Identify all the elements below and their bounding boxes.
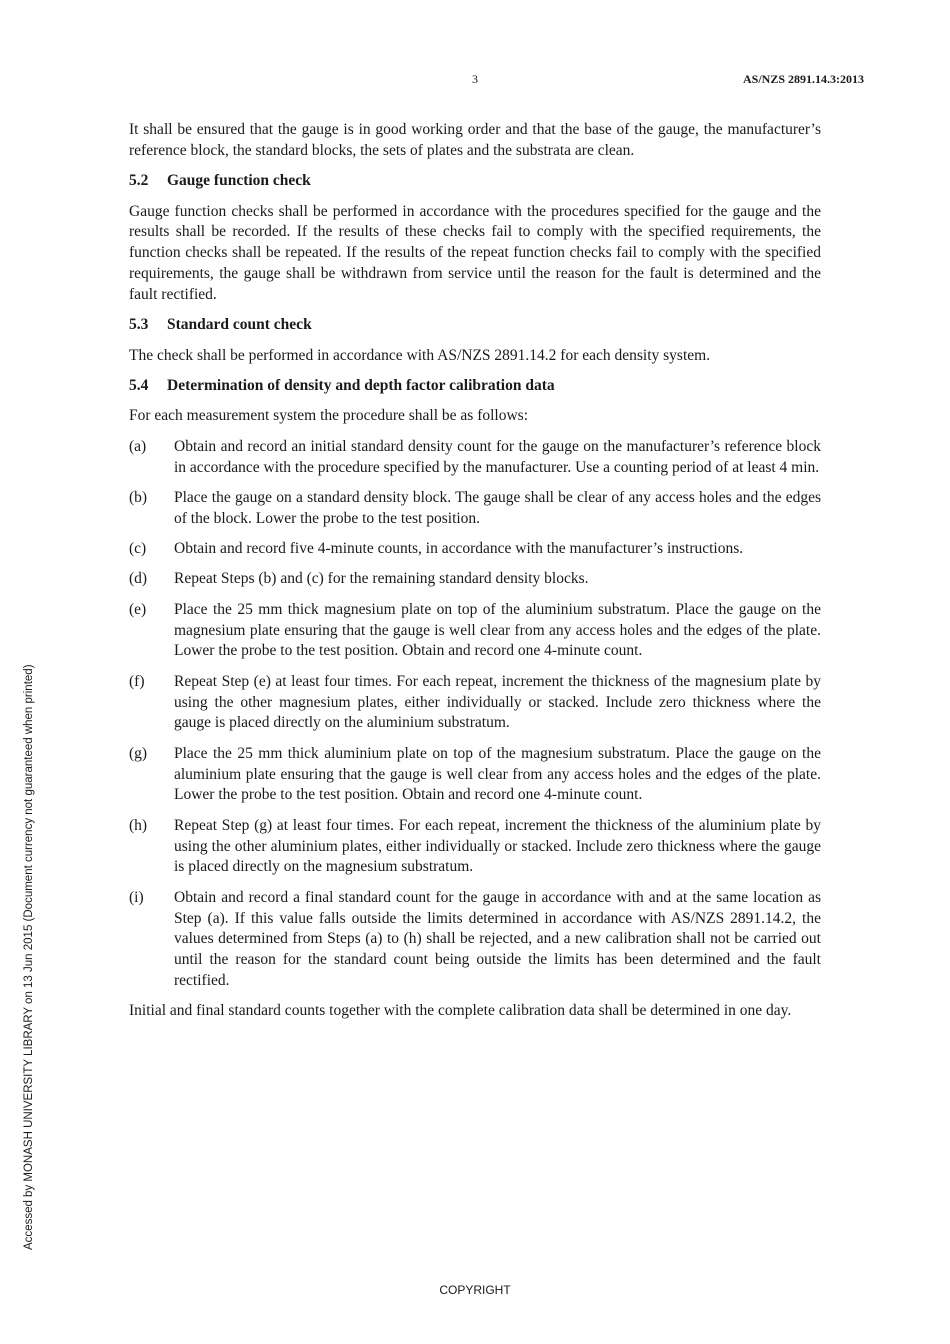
step-label: (d) <box>129 570 148 588</box>
document-body <box>129 120 821 1032</box>
intro-paragraph: It shall be ensured that the gauge is in good working order and that the base of the gauge, the manufacturer’s reference block, the standard blocks, the sets of plates and the substrata are clean. <box>129 121 821 159</box>
step-text: Repeat Step (e) at least four times. For each repeat, increment the thickness of the magnesium plate by using the other magnesium plates, either individually or stacked. Include zero thickness where the gauge is placed directly on the aluminium substratum. <box>174 672 821 732</box>
step-label: (e) <box>129 600 147 618</box>
step-text: Place the gauge on a standard density block. The gauge shall be clear of any access holes and the edges of the block. Lower the probe to the test position. <box>174 488 821 527</box>
step-text: Obtain and record a final standard count for the gauge in accordance with and at the same location as Step (a). If this value falls outside the limits determined in accordance with AS/NZS 2891.14.2, the values determined from Steps (a) to (h) shall be rejected, and a new calibration shall not be carried out until the reason for the standard count being outside the limits has been determined and the fault rectified. <box>174 888 821 989</box>
step-label: (c) <box>129 540 147 558</box>
step-label: (f) <box>129 672 145 690</box>
procedure-steps-list <box>129 437 821 992</box>
procedure-step <box>129 744 821 806</box>
page-number: 3 <box>472 72 478 86</box>
standard-identifier: AS/NZS 2891.14.3:2013 <box>742 72 864 86</box>
copyright-footer: COPYRIGHT <box>439 1283 511 1297</box>
section-title: Determination of density and depth factor calibration data <box>167 376 555 394</box>
section-number: 5.4 <box>129 376 149 394</box>
procedure-step <box>129 672 821 734</box>
step-text: Place the 25 mm thick aluminium plate on top of the magnesium substratum. Place the gauge on the aluminium plate ensuring that the gauge is well clear from any access holes and the edges of the plate. Lower the probe to the test position. Obtain and record one 4-minute count. <box>174 744 821 804</box>
procedure-step <box>129 816 821 878</box>
step-label: (i) <box>129 888 144 906</box>
step-text: Place the 25 mm thick magnesium plate on top of the aluminium substratum. Place the gauge on the magnesium plate ensuring that the gauge is well clear from any access holes and the edges of the plate. Lower the probe to the test position. Obtain and record one 4-minute count. <box>174 600 821 660</box>
procedure-step <box>129 437 821 479</box>
section-title: Gauge function check <box>167 172 311 190</box>
section-5-4-closing: Initial and final standard counts together with the complete calibration data shall be determined in one day. <box>129 1002 792 1020</box>
section-heading-5-3 <box>129 315 821 336</box>
section-5-4-intro: For each measurement system the procedure shall be as follows: <box>129 407 529 425</box>
step-label: (a) <box>129 437 147 455</box>
step-label: (h) <box>129 816 148 834</box>
step-text: Obtain and record an initial standard density count for the gauge on the manufacturer’s reference block in accordance with the procedure specified by the manufacturer. Use a counting period of at least 4 min. <box>174 437 821 476</box>
procedure-step <box>129 569 821 590</box>
section-title: Standard count check <box>167 316 312 334</box>
section-number: 5.2 <box>129 172 149 190</box>
procedure-step <box>129 488 821 530</box>
procedure-step <box>129 600 821 662</box>
access-watermark: Accessed by MONASH UNIVERSITY LIBRARY on 13 Jun 2015 (Document currency not guaranteed when printed) <box>23 664 35 1250</box>
step-label: (b) <box>129 488 148 506</box>
section-5-2-paragraph: Gauge function checks shall be performed in accordance with the procedures specified for the gauge and the results shall be recorded. If the results of these checks fail to comply with the specified requirements, the function checks shall be repeated. If the results of the repeat function checks fail to comply with the specified requirements, the gauge shall be withdrawn from service until the reason for the fault is determined and the fault rectified. <box>129 202 821 303</box>
section-heading-5-4 <box>129 376 821 397</box>
section-heading-5-2 <box>129 171 821 192</box>
step-label: (g) <box>129 744 148 762</box>
section-5-3-paragraph: The check shall be performed in accordance with AS/NZS 2891.14.2 for each density system. <box>129 346 711 364</box>
section-number: 5.3 <box>129 316 149 334</box>
procedure-step <box>129 539 821 560</box>
step-text: Obtain and record five 4-minute counts, in accordance with the manufacturer’s instructions. <box>174 540 744 558</box>
step-text: Repeat Steps (b) and (c) for the remaining standard density blocks. <box>174 570 589 588</box>
step-text: Repeat Step (g) at least four times. For each repeat, increment the thickness of the aluminium plate by using the other aluminium plates, either individually or stacked. Include zero thickness where the gauge is placed directly on the magnesium substratum. <box>174 816 821 876</box>
procedure-step <box>129 888 821 992</box>
